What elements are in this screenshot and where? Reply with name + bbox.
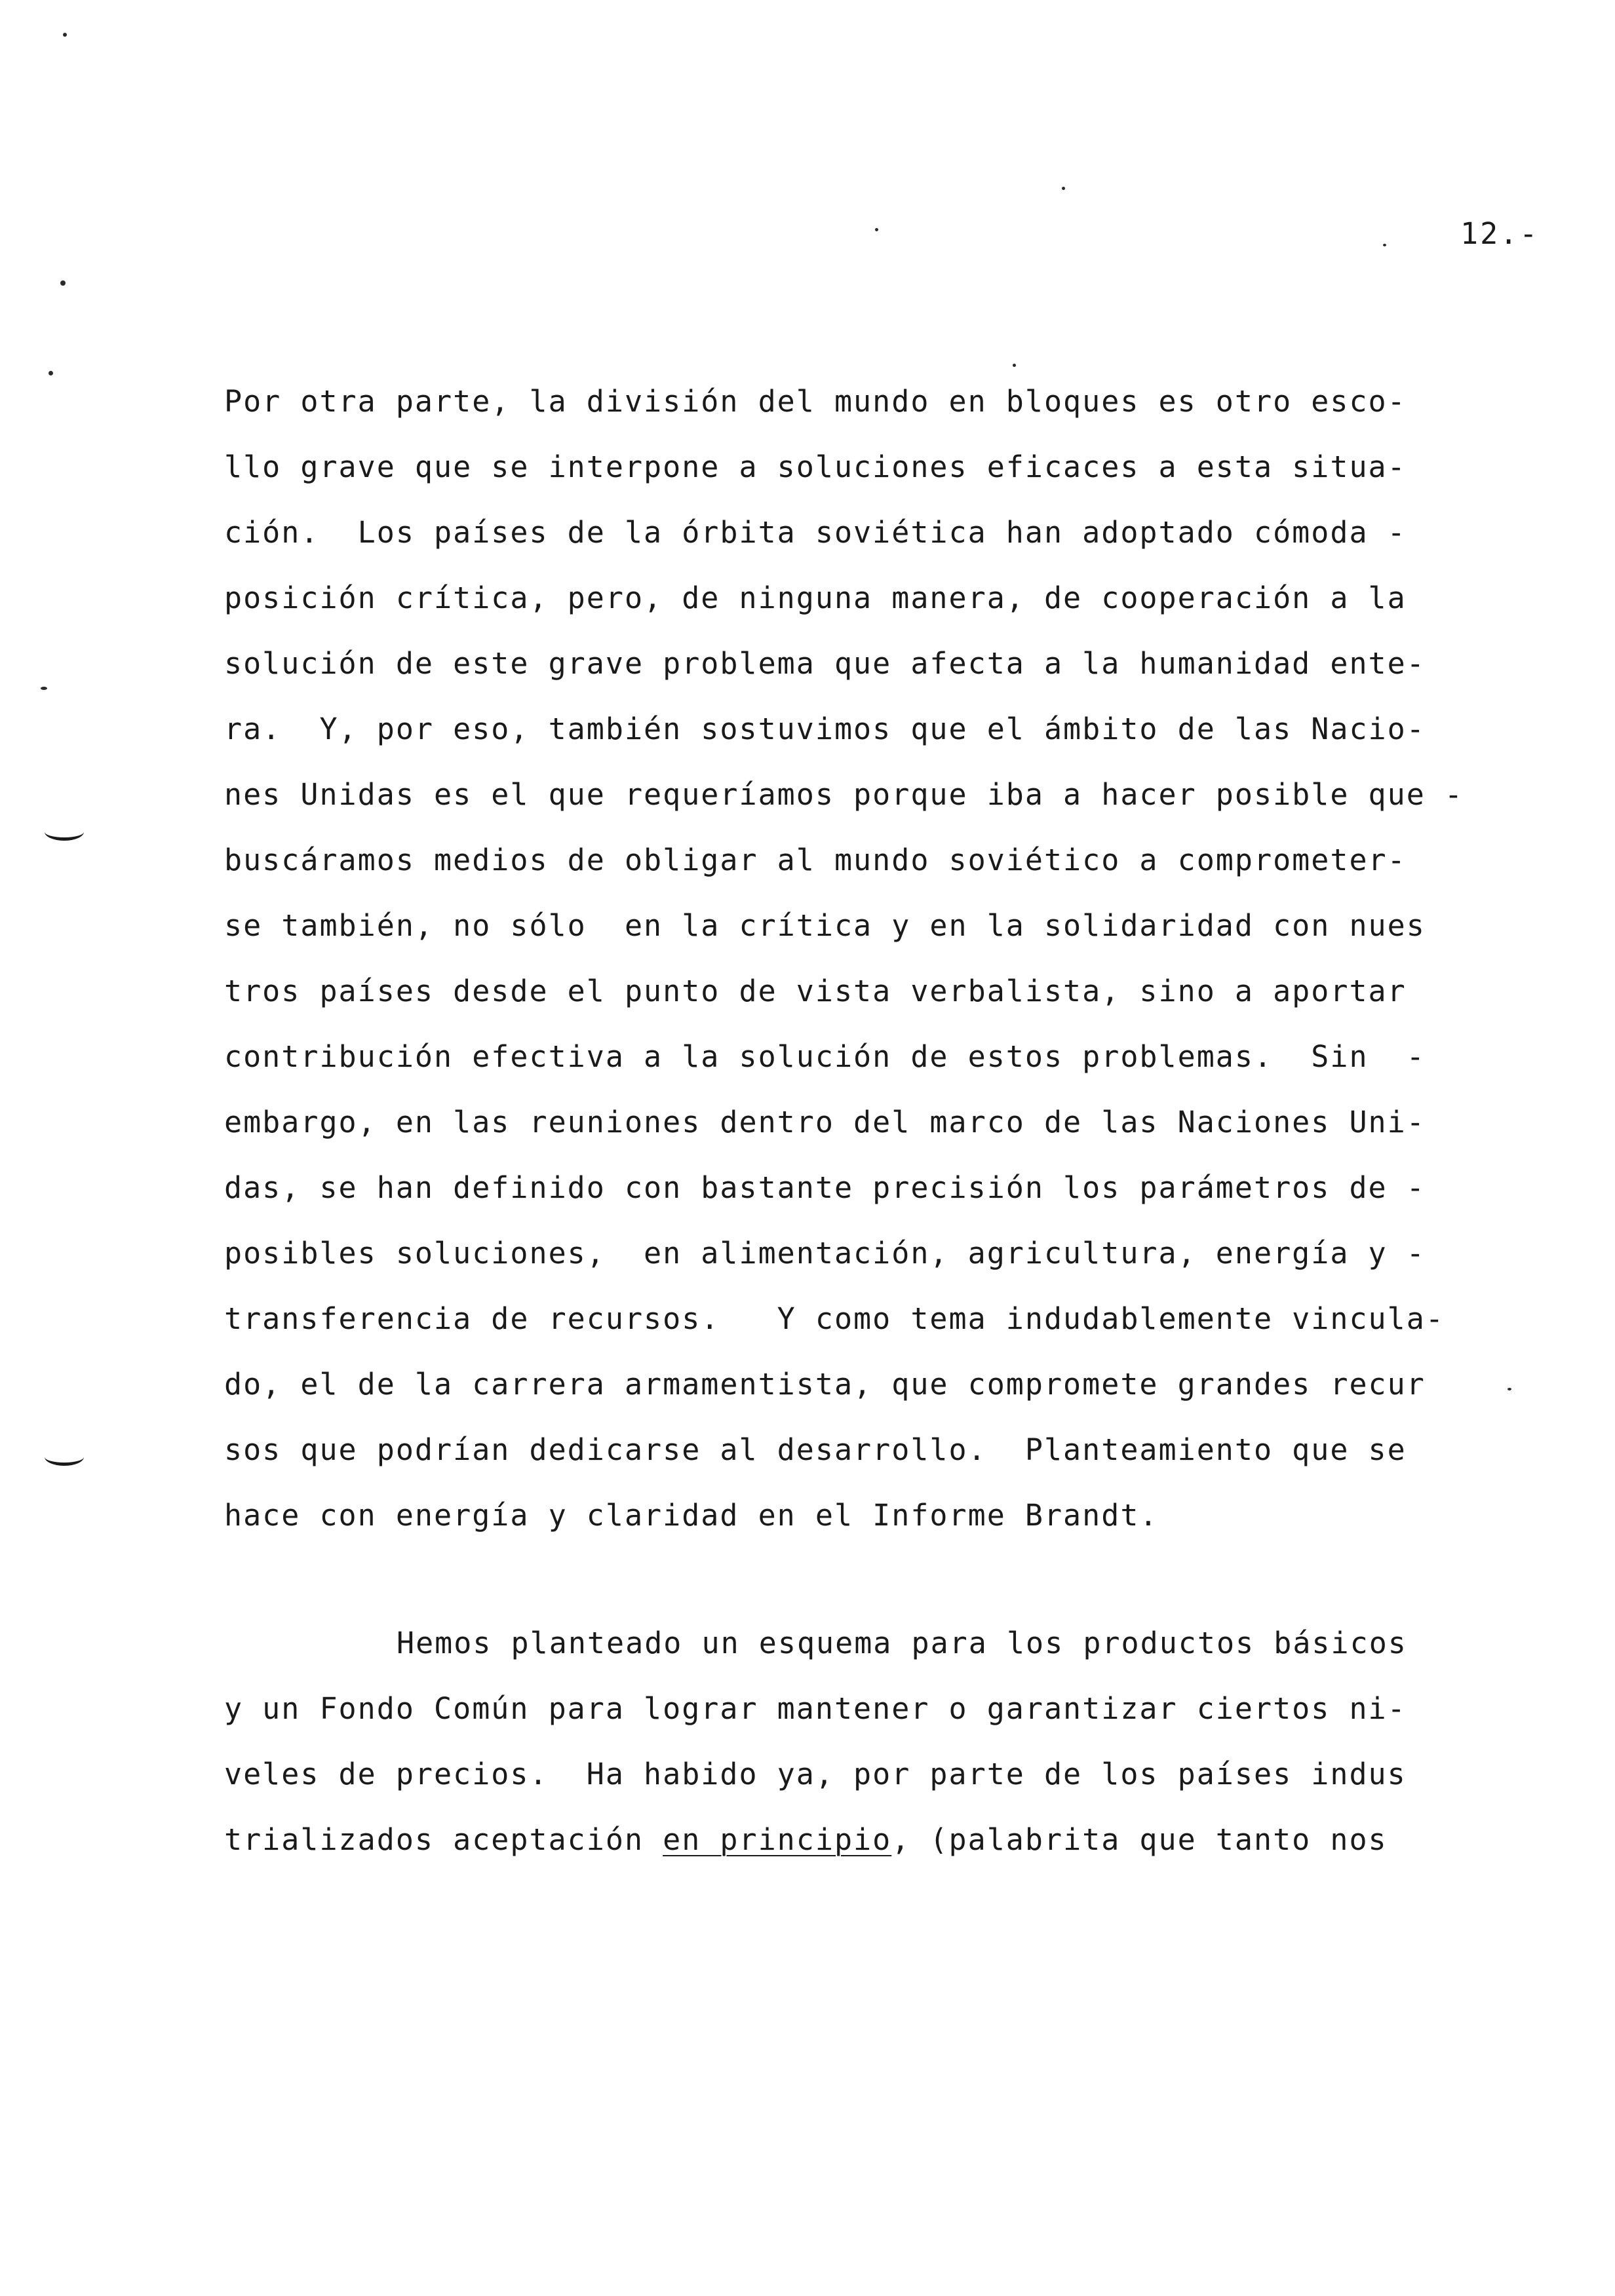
text-segment: trializados aceptación — [224, 1822, 663, 1857]
scan-speck — [1062, 187, 1065, 190]
text-line: transferencia de recursos. Y como tema indudablemente vincula- — [224, 1301, 1445, 1336]
scan-speck — [1383, 244, 1386, 246]
text-line-indented: Hemos planteado un esquema para los productos básicos — [397, 1626, 1407, 1660]
text-line: nes Unidas es el que requeríamos porque iba a hacer posible que - — [224, 777, 1464, 812]
scan-speck — [60, 280, 66, 286]
underlined-phrase: en principio — [663, 1822, 892, 1857]
text-line-with-underline — [224, 1822, 1388, 1857]
text-line: solución de este grave problema que afecta a la humanidad ente- — [224, 646, 1426, 681]
binding-mark — [45, 1448, 84, 1466]
text-line: do, el de la carrera armamentista, que compromete grandes recur — [224, 1367, 1426, 1402]
text-line: se también, no sólo en la crítica y en la solidaridad con nues — [224, 908, 1426, 943]
text-line: ción. Los países de la órbita soviética han adoptado cómoda - — [224, 515, 1407, 550]
scan-speck — [1013, 364, 1016, 367]
text-line: llo grave que se interpone a soluciones eficaces a esta situa- — [224, 450, 1407, 484]
scan-speck — [41, 687, 47, 690]
binding-mark — [45, 823, 84, 841]
text-line: veles de precios. Ha habido ya, por parte de los países indus — [224, 1757, 1407, 1791]
text-line: das, se han definido con bastante precisión los parámetros de - — [224, 1170, 1426, 1205]
text-line: sos que podrían dedicarse al desarrollo. Planteamiento que se — [224, 1432, 1407, 1467]
scan-speck — [49, 371, 53, 375]
text-line: y un Fondo Común para lograr mantener o garantizar ciertos ni- — [224, 1691, 1407, 1726]
scan-speck — [875, 228, 878, 231]
text-line: embargo, en las reuniones dentro del marco de las Naciones Uni- — [224, 1105, 1426, 1139]
text-line: posición crítica, pero, de ninguna manera, de cooperación a la — [224, 581, 1407, 615]
scan-speck — [63, 33, 67, 37]
text-segment: , (palabrita que tanto nos — [891, 1822, 1388, 1857]
text-line: tros países desde el punto de vista verbalista, sino a aportar — [224, 974, 1407, 1008]
text-line: Por otra parte, la división del mundo en bloques es otro esco- — [224, 384, 1407, 419]
text-line: ra. Y, por eso, también sostuvimos que el ámbito de las Nacio- — [224, 712, 1426, 746]
text-line: posibles soluciones, en alimentación, agricultura, energía y - — [224, 1236, 1426, 1271]
text-line: buscáramos medios de obligar al mundo soviético a comprometer- — [224, 843, 1407, 877]
scan-speck — [1508, 1388, 1511, 1390]
text-line: hace con energía y claridad en el Informe Brandt. — [224, 1498, 1159, 1533]
page-number: 12.- — [1460, 216, 1540, 251]
text-line: contribución efectiva a la solución de estos problemas. Sin - — [224, 1039, 1426, 1074]
